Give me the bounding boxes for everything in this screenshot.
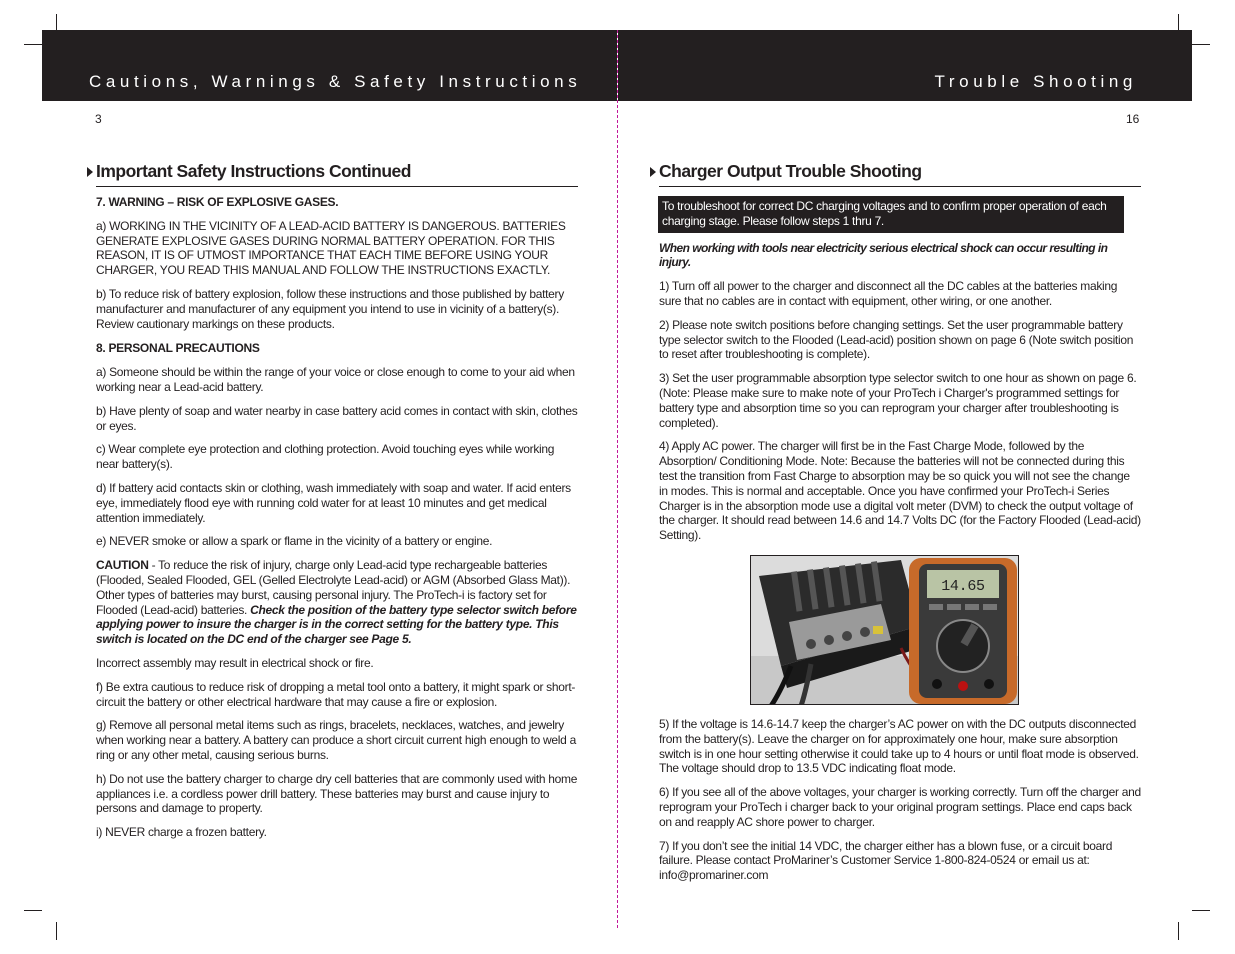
crop-mark bbox=[1192, 910, 1210, 911]
caution-emphasis: Check the position of the battery type selector switch before applying power to insure the charger is in the correct setting for the battery type. This switch is located on the DC end of the charger see Page 5. bbox=[96, 602, 577, 647]
caution-text: - To reduce the risk of injury, charge only Lead-acid type rechargeable batteries (Flooded, Sealed Flooded, GEL (Gelled Electrolyte Lead-acid) or AGM (Absorbed Glass Mat)). Other types of batteries may burst, causing personal injury. The ProTech-i is factory set for Flooded (Lead-acid) batteries. bbox=[96, 558, 571, 617]
shock-warning: When working with tools near electricity serious electrical shock can occur resulting in injury. bbox=[659, 240, 1108, 270]
precaution-i: i) NEVER charge a frozen battery. bbox=[96, 825, 267, 840]
left-header-title: Cautions, Warnings & Safety Instructions bbox=[89, 72, 582, 91]
precautions-heading: 8. PERSONAL PRECAUTIONS bbox=[96, 341, 260, 356]
step-7: 7) If you don’t see the initial 14 VDC, the charger either has a blown fuse, or a circuit board failure. Please contact ProMariner’s Customer Service 1-800-824-0524 or email us at: info@promariner.com bbox=[659, 838, 1113, 883]
precaution-h: h) Do not use the battery charger to charge dry cell batteries that are commonly used with home appliances i.e. a cordless power drill battery. These batteries may burst and cause injury to persons and damage to property. bbox=[96, 771, 578, 816]
step-3: 3) Set the user programmable absorption type selector switch to one hour as shown on page 6. (Note: Please make sure to make note of your ProTech i Charger's programmed settings for battery type and absorption time so you can reprogram your charger after troubleshooting is completed). bbox=[659, 371, 1137, 430]
section-heading-text: Charger Output Trouble Shooting bbox=[659, 161, 922, 181]
section-heading-text: Important Safety Instructions Continued bbox=[96, 161, 411, 181]
crop-mark bbox=[24, 44, 42, 45]
crop-mark bbox=[1178, 922, 1179, 940]
right-header-title: Trouble Shooting bbox=[934, 72, 1137, 91]
precaution-c: c) Wear complete eye protection and clothing protection. Avoid touching eyes while working near battery(s). bbox=[96, 442, 555, 472]
triangle-bullet-icon bbox=[650, 167, 656, 177]
crop-mark bbox=[24, 910, 42, 911]
caution-label: CAUTION bbox=[96, 558, 149, 573]
precaution-g: g) Remove all personal metal items such as rings, bracelets, necklaces, watches, and jewelry when working near a battery. A battery can produce a short circuit current high enough to weld a ring or any other metal, causing serious burns. bbox=[96, 718, 576, 762]
step-1: 1) Turn off all power to the charger and disconnect all the DC cables at the batteries making sure that no cables are in contact with equipment, other wiring, or one another. bbox=[659, 279, 1118, 308]
right-header-bar bbox=[618, 30, 1192, 101]
crop-mark bbox=[1192, 44, 1210, 45]
assembly-note: Incorrect assembly may result in electrical shock or fire. bbox=[96, 655, 374, 670]
charger-multimeter-photo bbox=[750, 555, 1019, 705]
step-2: 2) Please note switch positions before changing settings. Set the user programmable battery type selector switch to the Flooded (Lead-acid) position shown on page 6 (Note switch position to reset after troubleshooting is complete). bbox=[659, 317, 1134, 362]
caution-paragraph bbox=[96, 558, 578, 647]
right-page-number: 16 bbox=[1126, 112, 1140, 126]
crop-mark bbox=[56, 922, 57, 940]
photo-illustration bbox=[751, 556, 1019, 705]
step-4: 4) Apply AC power. The charger will first be in the Fast Charge Mode, followed by the Absorption/ Conditioning Mode. Note: Because the batteries will not be connected during this test the transition from Fast Charge to absorption may be so quick you will not see the change in modes. This is normal and acceptable. Once you have confirmed your ProTech-i Series Charger is in the absorption mode use a digital volt meter (DVM) to check the output voltage of the charger. It should read between 14.6 and 14.7 Volts DC (for the Factory Flooded (Lead-acid) Setting). bbox=[659, 439, 1141, 543]
section-heading bbox=[96, 160, 578, 187]
left-header-bar bbox=[42, 30, 617, 101]
fold-line bbox=[617, 30, 618, 928]
meter-reading: 14.65 bbox=[941, 577, 985, 595]
precaution-e: e) NEVER smoke or allow a spark or flame in the vicinity of a battery or engine. bbox=[96, 534, 493, 549]
triangle-bullet-icon bbox=[87, 167, 93, 177]
precaution-a: a) Someone should be within the range of your voice or close enough to come to your aid when working near a Lead-acid battery. bbox=[96, 365, 575, 394]
warning-heading: 7. WARNING – RISK OF EXPLOSIVE GASES. bbox=[96, 195, 339, 209]
left-page-number: 3 bbox=[95, 112, 102, 126]
step-6: 6) If you see all of the above voltages, your charger is working correctly. Turn off the charger and reprogram your ProTech i charger back to your original program settings. Place end caps back on and reapply AC shore power to charger. bbox=[659, 785, 1141, 829]
left-page-content bbox=[96, 160, 578, 840]
warning-paragraph-a: a) WORKING IN THE VICINITY OF A LEAD-ACID BATTERY IS DANGEROUS. BATTERIES GENERATE EXPLOSIVE GASES DURING NORMAL BATTERY OPERATION. FOR THIS REASON, IT IS OF UTMOST IMPORTANCE THAT EACH TIME BEFORE USING YOUR CHARGER, YOU READ THIS MANUAL AND FOLLOW THE INSTRUCTIONS EXACTLY. bbox=[96, 218, 566, 278]
warning-paragraph-b: b) To reduce risk of battery explosion, follow these instructions and those published by battery manufacturer and manufacturer of any equipment you intend to use in vicinity of a battery(s). Review cautionary markings on these products. bbox=[96, 286, 564, 331]
precaution-b: b) Have plenty of soap and water nearby in case battery acid comes in contact with skin, clothes or eyes. bbox=[96, 403, 578, 433]
precaution-d: d) If battery acid contacts skin or clothing, wash immediately with soap and water. If acid enters eye, immediately flood eye with running cold water for at least 10 minutes and get medical attention immediately. bbox=[96, 480, 571, 525]
step-5: 5) If the voltage is 14.6-14.7 keep the charger’s AC power on with the DC outputs disconnected from the battery(s). Leave the charger on for approximately one hour, make sure absorption switch is in one hour setting otherwise it could take up to 4 hours or until float mode is observed. The voltage should drop to 13.5 VDC indicating float mode. bbox=[659, 716, 1139, 776]
intro-callout: To troubleshoot for correct DC charging voltages and to confirm proper operation of each charging stage. Please follow steps 1 thru 7. bbox=[658, 196, 1124, 233]
precaution-f: f) Be extra cautious to reduce risk of dropping a metal tool onto a battery, it might spark or short-circuit the battery or other electrical hardware that may cause a fire or explosion. bbox=[96, 679, 576, 709]
section-heading bbox=[659, 160, 1141, 187]
right-page-content bbox=[659, 160, 1141, 883]
